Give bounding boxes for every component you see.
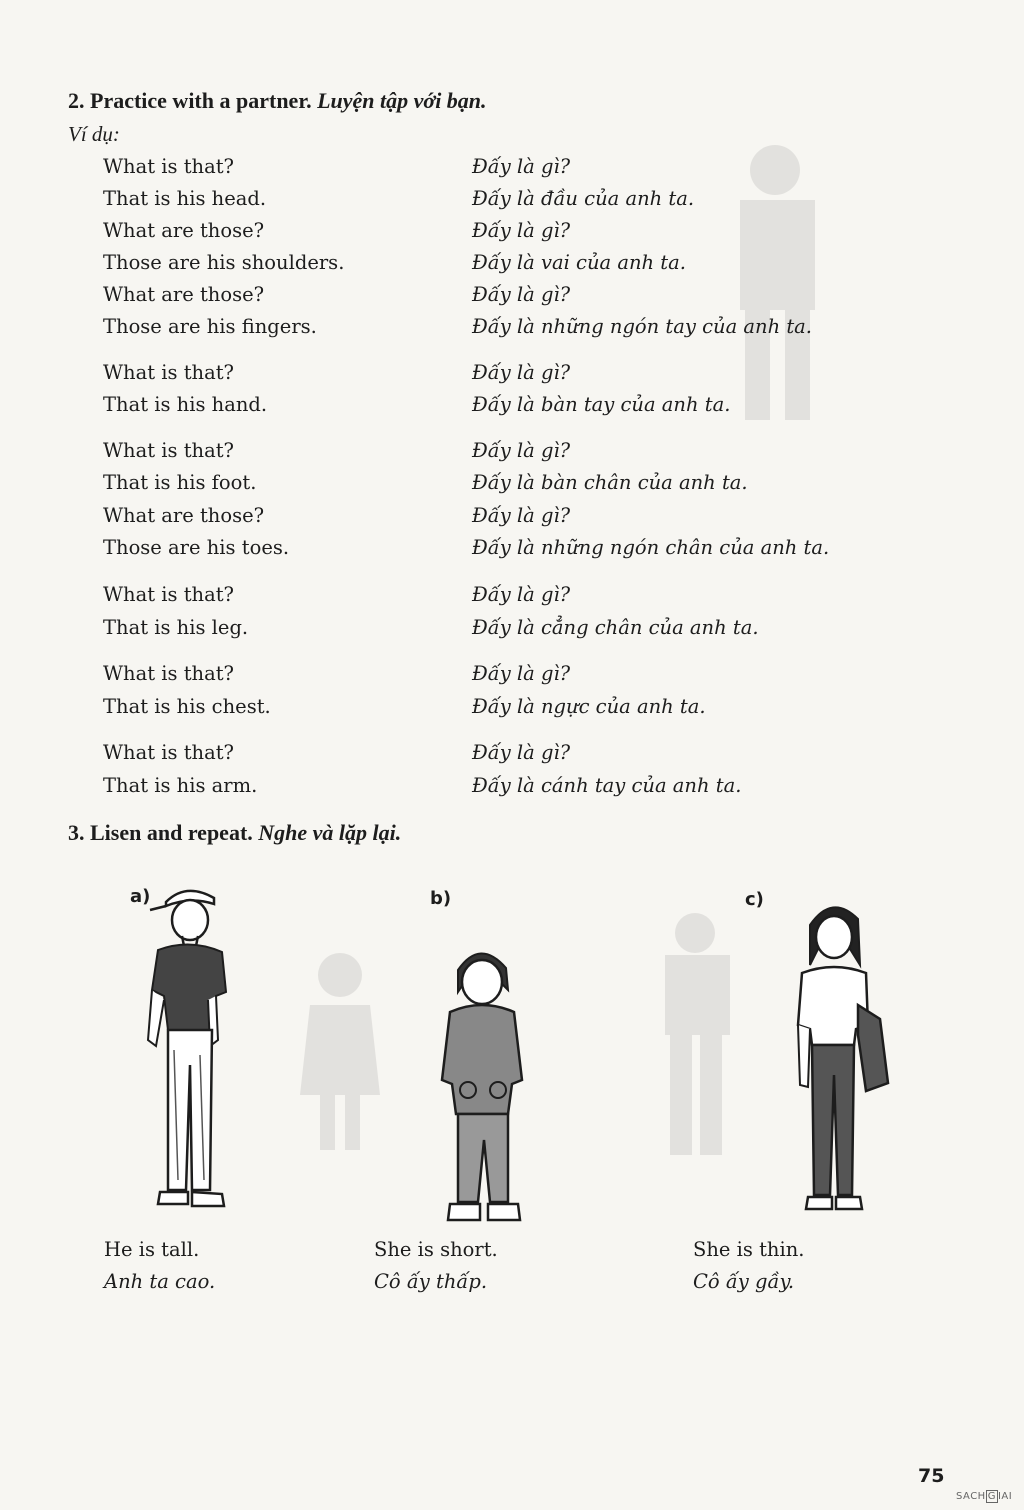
caption-a-en: He is tall. (104, 1238, 200, 1261)
dialogue-en: Those are his shoulders. (103, 251, 345, 274)
dialogue-en: That is his arm. (103, 774, 258, 797)
dialogue-en: What is that? (103, 741, 235, 764)
caption-b-en: She is short. (374, 1238, 498, 1261)
figure-a-label: a) (130, 886, 151, 907)
dialogue-vi: Đấy là bàn chân của anh ta. (472, 471, 748, 494)
dialogue-vi: Đấy là những ngón tay của anh ta. (472, 315, 813, 338)
dialogue-en: What is that? (103, 662, 235, 685)
dialogue-vi: Đấy là gì? (472, 504, 571, 527)
dialogue-en: What are those? (103, 283, 265, 306)
caption-a-vi: Anh ta cao. (104, 1270, 216, 1293)
dialogue-vi: Đấy là gì? (472, 583, 571, 606)
dialogue-vi: Đấy là bàn tay của anh ta. (472, 393, 731, 416)
watermark-suffix: IAI (997, 1491, 1013, 1502)
dialogue-vi: Đấy là cẳng chân của anh ta. (472, 616, 759, 639)
thin-girl-illustration (788, 895, 898, 1215)
section-3-title-vi: Nghe và lặp lại. (258, 820, 402, 845)
bleed-through-figure (690, 130, 860, 430)
figure-c-label: c) (745, 889, 764, 910)
watermark-box-letter: G (987, 1491, 996, 1502)
dialogue-en: That is his hand. (103, 393, 268, 416)
caption-c-vi: Cô ấy gầy. (693, 1270, 795, 1293)
dialogue-en: That is his foot. (103, 471, 257, 494)
dialogue-vi: Đấy là gì? (472, 741, 571, 764)
dialogue-en: What are those? (103, 504, 265, 527)
section-2-title-vi: Luyện tập với bạn. (317, 88, 487, 113)
dialogue-vi: Đấy là ngực của anh ta. (472, 695, 706, 718)
figure-b-label: b) (430, 888, 452, 909)
dialogue-vi: Đấy là gì? (472, 219, 571, 242)
dialogue-vi: Đấy là vai của anh ta. (472, 251, 686, 274)
dialogue-en: What is that? (103, 439, 235, 462)
watermark-prefix: SACH (956, 1491, 986, 1502)
short-girl-illustration (428, 940, 538, 1230)
dialogue-vi: Đấy là đầu của anh ta. (472, 187, 695, 210)
dialogue-en: Those are his toes. (103, 536, 290, 559)
page-number: 75 (918, 1465, 945, 1487)
example-label: Ví dụ: (68, 122, 120, 146)
dialogue-vi: Đấy là những ngón chân của anh ta. (472, 536, 830, 559)
dialogue-vi: Đấy là gì? (472, 361, 571, 384)
dialogue-vi: Đấy là gì? (472, 155, 571, 178)
dialogue-en: That is his chest. (103, 695, 271, 718)
section-3-heading (68, 820, 401, 846)
dialogue-en: What is that? (103, 583, 235, 606)
dialogue-en: What is that? (103, 361, 235, 384)
section-2-heading (68, 88, 487, 114)
bleed-through-figure (290, 945, 390, 1155)
section-3-title-en: 3. Lisen and repeat. (68, 820, 253, 845)
dialogue-en: Those are his fingers. (103, 315, 317, 338)
watermark-logo (956, 1490, 1012, 1503)
section-2-title-en: 2. Practice with a partner. (68, 88, 312, 113)
caption-c-en: She is thin. (693, 1238, 805, 1261)
dialogue-en: What is that? (103, 155, 235, 178)
dialogue-vi: Đấy là gì? (472, 439, 571, 462)
caption-b-vi: Cô ấy thấp. (374, 1270, 488, 1293)
dialogue-en: That is his leg. (103, 616, 249, 639)
dialogue-en: That is his head. (103, 187, 267, 210)
tall-boy-illustration (130, 880, 240, 1215)
dialogue-vi: Đấy là cánh tay của anh ta. (472, 774, 742, 797)
dialogue-vi: Đấy là gì? (472, 283, 571, 306)
bleed-through-figure (650, 905, 750, 1165)
dialogue-vi: Đấy là gì? (472, 662, 571, 685)
dialogue-en: What are those? (103, 219, 265, 242)
